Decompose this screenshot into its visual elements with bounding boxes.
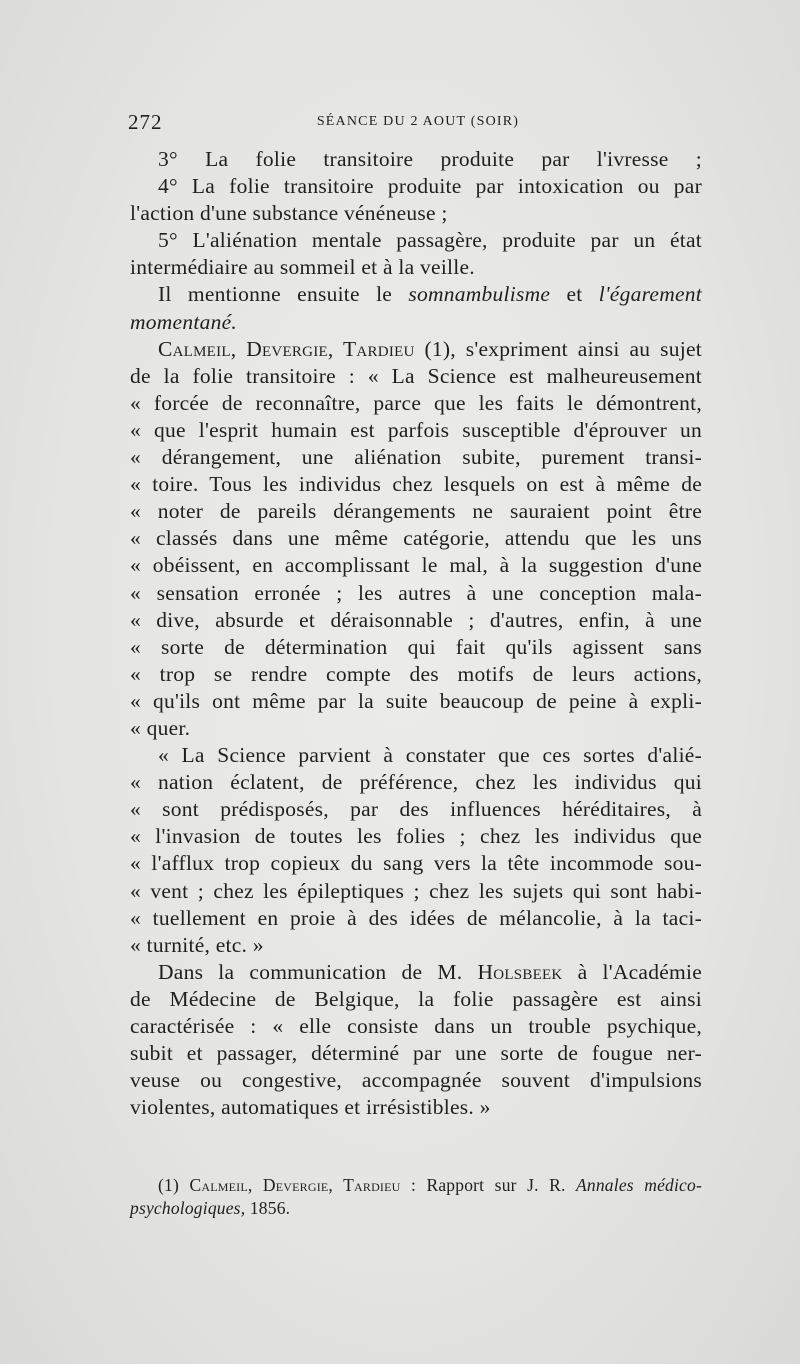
- quote-line: « dérangement, une aliénation subite, purement transi-: [130, 445, 702, 470]
- quote-line: « toire. Tous les individus chez lesquels on est à même de: [130, 472, 702, 497]
- quote-line: « sensation erronée ; les autres à une conception mala-: [130, 580, 702, 605]
- quote-line: « tuellement en proie à des idées de mélancolie, à la taci-: [130, 905, 702, 930]
- quote-line: « dive, absurde et déraisonnable ; d'autres, enfin, à une: [130, 607, 702, 632]
- quote-line: « trop se rendre compte des motifs de leurs actions,: [130, 661, 702, 686]
- text-line: Dans la communication de M. Holsbeek à l'Académie: [158, 959, 703, 984]
- text-line: l'action d'une substance vénéneuse ;: [130, 201, 448, 226]
- text-line: violentes, automatiques et irrésistibles. »: [130, 1095, 491, 1120]
- footnote: [130, 1174, 702, 1220]
- author-name: Holsbeek: [477, 959, 563, 984]
- quote-line: « noter de pareils dérangements ne sauraient point être: [130, 499, 702, 524]
- footnote-text: : Rapport sur J. R.: [410, 1175, 566, 1195]
- author-names: Calmeil, Devergie, Tardieu: [158, 336, 415, 361]
- page-header: [128, 110, 708, 140]
- quote-line: « vent ; chez les épileptiques ; chez les sujets qui sont habi-: [130, 878, 702, 903]
- running-title: SÉANCE DU 2 AOUT (SOIR): [316, 114, 520, 129]
- page-number: 272: [128, 110, 163, 134]
- text-line: [130, 309, 702, 336]
- footnote-line: [130, 1174, 702, 1197]
- quote-line: « turnité, etc. »: [130, 932, 264, 957]
- quote-line: « nation éclatent, de préférence, chez les individus qui: [130, 770, 702, 795]
- text-line: veuse ou congestive, accompagnée souvent d'impulsions: [130, 1068, 702, 1093]
- quote-line: « l'afflux trop copieux du sang vers la tête incommode sou-: [130, 851, 702, 876]
- quote-line: « sorte de détermination qui fait qu'ils agissent sans: [130, 634, 702, 659]
- text-line: caractérisée : « elle consiste dans un trouble psychique,: [130, 1014, 702, 1038]
- footnote-journal-continued: psychologiques,: [130, 1198, 250, 1218]
- quote-line: « sont prédisposés, par des influences héréditaires, à: [130, 797, 702, 822]
- text-line: de Médecine de Belgique, la folie passagère est ainsi: [130, 986, 702, 1011]
- text-line: de la folie transitoire : « La Science est malheureusement: [130, 363, 702, 388]
- text-line: 5° L'aliénation mentale passagère, produite par un état: [158, 228, 702, 253]
- quote-line: « l'invasion de toutes les folies ; chez les individus que: [130, 824, 702, 849]
- quote-line: « quer.: [130, 715, 191, 740]
- text-line: 4° La folie transitoire produite par intoxication ou par: [158, 174, 702, 199]
- footnote-marker: (1): [158, 1175, 180, 1195]
- italic-term: momentané.: [130, 309, 237, 334]
- italic-term: somnambulisme: [408, 282, 551, 307]
- text-line: intermédiaire au sommeil et à la veille.: [130, 255, 475, 280]
- quote-line: « que l'esprit humain est parfois susceptible d'éprouver un: [130, 417, 702, 442]
- quote-line: « forcée de reconnaître, parce que les faits le démontrent,: [130, 390, 702, 415]
- quote-line: « qu'ils ont même par la suite beaucoup de peine à expli-: [130, 688, 702, 713]
- italic-term: l'égarement: [598, 282, 703, 307]
- quote-line: « La Science parvient à constater que ces sortes d'alié-: [158, 743, 702, 768]
- quote-line: « classés dans une même catégorie, attendu que les uns: [130, 526, 702, 551]
- footnote-line: [130, 1197, 702, 1220]
- footnote-year: 1856.: [249, 1198, 291, 1218]
- quote-line: « obéissent, en accomplissant le mal, à la suggestion d'une: [130, 553, 702, 578]
- text-line: Il mentionne ensuite le somnambulisme et l'égarement: [158, 282, 703, 307]
- text-line: 3° La folie transitoire produite par l'ivresse ;: [158, 147, 702, 171]
- footnote-authors: Calmeil, Devergie, Tardieu: [189, 1175, 401, 1195]
- text-line: subit et passager, déterminé par une sorte de fougue ner-: [130, 1041, 702, 1066]
- body-text: [130, 146, 702, 1121]
- text-line: Calmeil, Devergie, Tardieu (1), s'expriment ainsi au sujet: [158, 336, 703, 361]
- footnote-journal: Annales médico-: [576, 1175, 702, 1195]
